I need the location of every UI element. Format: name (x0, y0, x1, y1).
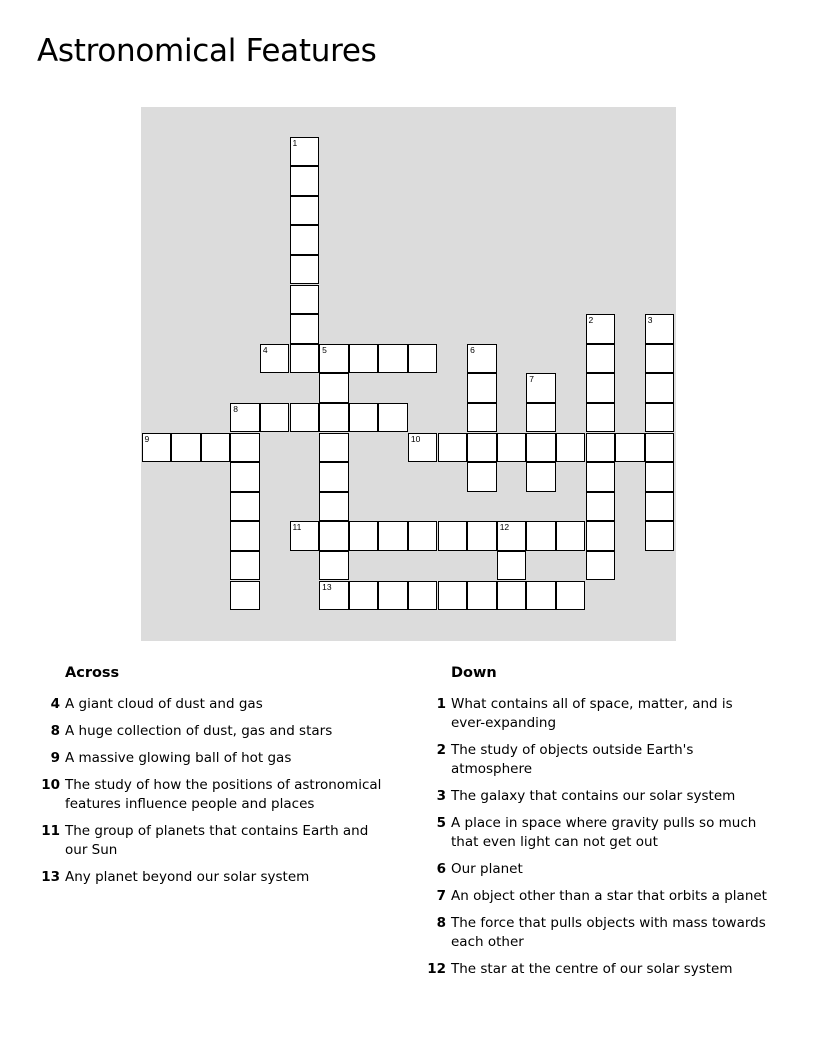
crossword-cell[interactable] (230, 462, 260, 492)
clue-num: 7 (436, 888, 446, 904)
crossword-cell[interactable] (349, 521, 379, 551)
crossword-cell[interactable] (290, 285, 320, 315)
clue-text: Any planet beyond our solar system (65, 869, 310, 885)
clue-number: 6 (470, 344, 475, 355)
crossword-cell[interactable] (319, 403, 349, 433)
crossword-cell[interactable] (260, 403, 290, 433)
crossword-cell[interactable] (408, 521, 438, 551)
clue-num: 4 (50, 696, 60, 712)
clue-num: 2 (436, 742, 446, 758)
crossword-cell[interactable] (467, 403, 497, 433)
crossword-cell[interactable] (645, 344, 675, 374)
clue-number: 1 (292, 137, 298, 148)
crossword-cell[interactable] (171, 433, 201, 463)
clue-number: 7 (529, 374, 535, 385)
across-heading: Across (65, 665, 120, 681)
crossword-cell[interactable] (349, 581, 379, 611)
crossword-cell[interactable] (615, 433, 645, 463)
clue-item (426, 787, 771, 806)
crossword-cell[interactable] (201, 433, 231, 463)
clue-text: The study of objects outside Earth's atmosphere (451, 742, 694, 777)
crossword-cell[interactable] (319, 551, 349, 581)
crossword-cell[interactable] (408, 433, 438, 463)
crossword-cell[interactable] (230, 581, 260, 611)
clue-number: 5 (322, 344, 327, 355)
crossword-cell[interactable] (290, 521, 320, 551)
crossword-cell[interactable] (556, 521, 586, 551)
crossword-cell[interactable] (438, 521, 468, 551)
clue-num: 8 (436, 915, 446, 931)
crossword-cell[interactable] (586, 433, 616, 463)
crossword-cell[interactable] (378, 581, 408, 611)
clue-text: Our planet (451, 861, 523, 877)
crossword-cell[interactable] (438, 581, 468, 611)
clue-item (426, 814, 771, 852)
crossword-cell[interactable] (378, 344, 408, 374)
clue-text: The group of planets that contains Earth and our Sun (65, 823, 369, 858)
down-heading: Down (451, 665, 497, 681)
clue-text: A huge collection of dust, gas and stars (65, 723, 333, 739)
clue-item (426, 741, 771, 779)
crossword-cell[interactable] (319, 492, 349, 522)
clue-number: 8 (233, 403, 239, 414)
crossword-cell[interactable] (526, 581, 556, 611)
clue-item (40, 695, 385, 714)
clue-text: A place in space where gravity pulls so much that even light can not get out (451, 815, 757, 850)
clue-item (426, 860, 771, 879)
clue-num: 11 (41, 823, 60, 839)
crossword-cell[interactable] (586, 314, 616, 344)
crossword-cell[interactable] (586, 462, 616, 492)
crossword-grid (141, 107, 676, 641)
crossword-cell[interactable] (645, 492, 675, 522)
clue-item (40, 868, 385, 887)
clue-num: 9 (50, 750, 60, 766)
crossword-cell[interactable] (260, 344, 290, 374)
clue-num: 5 (436, 815, 446, 831)
clue-number: 4 (262, 344, 268, 355)
crossword-cell[interactable] (290, 344, 320, 374)
crossword-cell[interactable] (645, 314, 675, 344)
down-clues (426, 663, 771, 987)
crossword-cell[interactable] (319, 462, 349, 492)
crossword-cell[interactable] (467, 373, 497, 403)
crossword-cell[interactable] (290, 166, 320, 196)
crossword-cell[interactable] (586, 344, 616, 374)
clue-item (426, 960, 771, 979)
crossword-cell[interactable] (645, 462, 675, 492)
crossword-cell[interactable] (586, 373, 616, 403)
crossword-cell[interactable] (230, 551, 260, 581)
crossword-cell[interactable] (408, 581, 438, 611)
clue-item (40, 722, 385, 741)
clue-text: The galaxy that contains our solar system (451, 788, 736, 804)
crossword-cell[interactable] (319, 581, 349, 611)
crossword-cell[interactable] (526, 403, 556, 433)
clue-num: 12 (427, 961, 446, 977)
crossword-cell[interactable] (319, 344, 349, 374)
crossword-cell[interactable] (290, 255, 320, 285)
crossword-cell[interactable] (230, 521, 260, 551)
crossword-cell[interactable] (142, 433, 172, 463)
crossword-cell[interactable] (290, 137, 320, 167)
clue-number: 2 (588, 315, 594, 326)
crossword-cell[interactable] (230, 403, 260, 433)
clue-num: 6 (436, 861, 446, 877)
clue-text: The star at the centre of our solar system (451, 961, 733, 977)
crossword-cell[interactable] (290, 225, 320, 255)
crossword-cell[interactable] (497, 551, 527, 581)
crossword-cell[interactable] (319, 373, 349, 403)
clue-text: An object other than a star that orbits a planet (451, 888, 767, 904)
crossword-cell[interactable] (497, 521, 527, 551)
crossword-cell[interactable] (645, 403, 675, 433)
clue-item (426, 914, 771, 952)
crossword-cell[interactable] (467, 433, 497, 463)
clue-num: 8 (50, 723, 60, 739)
clue-text: The study of how the positions of astronomical features influence people and places (65, 777, 382, 812)
clue-text: The force that pulls objects with mass towards each other (451, 915, 766, 950)
clue-number: 9 (144, 433, 150, 444)
clue-item (426, 695, 771, 733)
clue-num: 3 (436, 788, 446, 804)
clue-text: A massive glowing ball of hot gas (65, 750, 292, 766)
crossword-cell[interactable] (645, 433, 675, 463)
crossword-cell[interactable] (230, 492, 260, 522)
crossword-cell[interactable] (438, 433, 468, 463)
clue-item (426, 887, 771, 906)
crossword-cell[interactable] (586, 521, 616, 551)
clue-number: 10 (410, 433, 421, 444)
crossword-cell[interactable] (408, 344, 438, 374)
crossword-cell[interactable] (467, 344, 497, 374)
crossword-cell[interactable] (556, 581, 586, 611)
crossword-cell[interactable] (497, 433, 527, 463)
crossword-cell[interactable] (349, 344, 379, 374)
crossword-cell[interactable] (290, 403, 320, 433)
clue-item (40, 749, 385, 768)
crossword-cell[interactable] (230, 433, 260, 463)
clue-item (40, 822, 385, 860)
across-clues (40, 663, 385, 895)
clue-number: 12 (499, 522, 510, 533)
clue-number: 3 (647, 315, 653, 326)
crossword-cell[interactable] (526, 462, 556, 492)
clue-number: 11 (292, 522, 302, 533)
clue-num: 1 (436, 696, 446, 712)
crossword-cell[interactable] (497, 581, 527, 611)
crossword-cell[interactable] (467, 462, 497, 492)
clue-item (40, 776, 385, 814)
clue-num: 10 (41, 777, 60, 793)
crossword-cell[interactable] (467, 521, 497, 551)
crossword-cell[interactable] (526, 433, 556, 463)
clue-text: A giant cloud of dust and gas (65, 696, 263, 712)
crossword-cell[interactable] (378, 521, 408, 551)
crossword-cell[interactable] (467, 581, 497, 611)
crossword-cell[interactable] (645, 521, 675, 551)
clue-number: 13 (322, 581, 332, 592)
crossword-cell[interactable] (586, 403, 616, 433)
crossword-cell[interactable] (526, 373, 556, 403)
crossword-cell[interactable] (556, 433, 586, 463)
crossword-cell[interactable] (290, 314, 320, 344)
crossword-cell[interactable] (378, 403, 408, 433)
clue-text: What contains all of space, matter, and is ever-expanding (451, 696, 733, 731)
crossword-cell[interactable] (349, 403, 379, 433)
crossword-cell[interactable] (586, 551, 616, 581)
crossword-cell[interactable] (526, 521, 556, 551)
clue-num: 13 (41, 869, 60, 885)
crossword-cell[interactable] (319, 433, 349, 463)
crossword-cell[interactable] (586, 492, 616, 522)
crossword-cell[interactable] (645, 373, 675, 403)
page-title: Astronomical Features (37, 33, 377, 69)
crossword-cell[interactable] (319, 521, 349, 551)
crossword-cell[interactable] (290, 196, 320, 226)
